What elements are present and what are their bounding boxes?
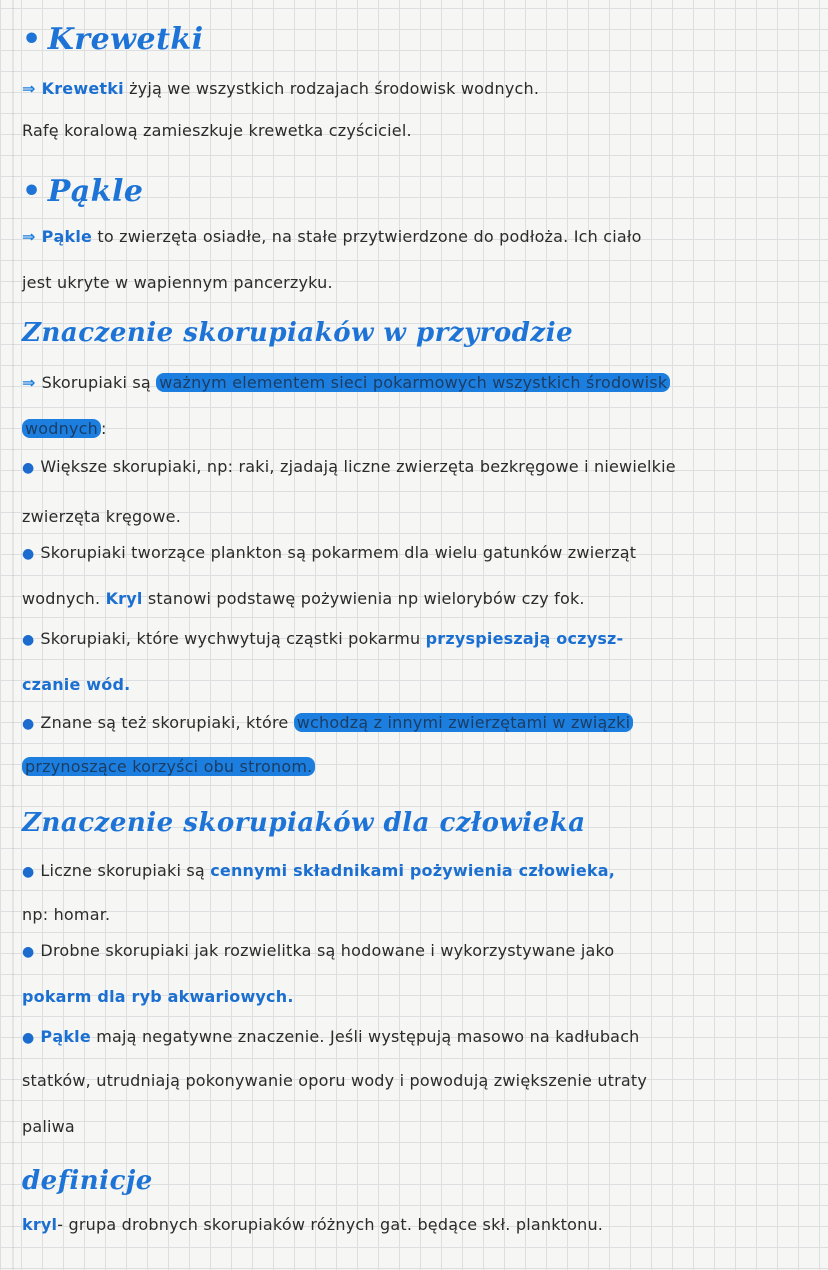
heading-pakle-text: Pąkle <box>47 174 144 209</box>
term-oczyszczanie: czanie wód. <box>22 675 131 694</box>
przyroda-bullet-2 <box>22 542 636 565</box>
przyroda-bullet-4 <box>22 712 633 735</box>
bullet-icon: ● <box>22 460 35 476</box>
definicje-line-1 <box>22 1214 603 1236</box>
krewetki-line-2: Rafę koralową zamieszkuje krewetka czyściciel. <box>22 121 412 140</box>
czlowiek-bullet-3 <box>22 1026 640 1049</box>
bullet-icon: ● <box>22 1030 35 1046</box>
czlowiek-bullet-2-text: Drobne skorupiaki jak rozwielitka są hodowane i wykorzystywane jako <box>40 941 615 960</box>
pakle-line-2: jest ukryte w wapiennym pancerzyku. <box>22 273 333 292</box>
czlowiek-bullet-3-cont-1: statków, utrudniają pokonywanie oporu wody i powodują zwiększenie utraty <box>22 1071 648 1090</box>
term-krewetki: Krewetki <box>41 79 124 98</box>
pakle-line-1-text: to zwierzęta osiadłe, na stałe przytwierdzone do podłoża. Ich ciało <box>97 227 642 246</box>
przyroda-bullet-1-text: Większe skorupiaki, np: raki, zjadają liczne zwierzęta bezkręgowe i niewielkie <box>40 457 676 476</box>
przyroda-line-1-pre: Skorupiaki są <box>41 373 151 392</box>
czlowiek-bullet-2-cont <box>22 986 294 1008</box>
czlowiek-bullet-1-pre: Liczne skorupiaki są <box>40 861 205 880</box>
przyroda-bullet-2-post: stanowi podstawę pożywienia np wielorybów czy fok. <box>147 589 585 608</box>
przyroda-bullet-1 <box>22 456 676 479</box>
bullet-icon: ● <box>22 546 35 562</box>
definicje-line-1-text: - grupa drobnych skorupiaków różnych gat. będące skł. planktonu. <box>57 1215 604 1234</box>
czlowiek-bullet-3-text: mają negatywne znaczenie. Jeśli występują masowo na kadłubach <box>96 1027 640 1046</box>
przyroda-bullet-2-cont <box>22 588 585 610</box>
bullet-icon: ● <box>22 864 35 880</box>
heading-pakle <box>22 174 143 209</box>
heading-krewetki <box>22 22 204 57</box>
bullet-icon: ● <box>22 716 35 732</box>
arrow-icon: ⇒ <box>22 373 36 392</box>
czlowiek-bullet-1 <box>22 860 615 883</box>
heading-definicje: definicje <box>22 1166 153 1196</box>
krewetki-line-1-text: żyją we wszystkich rodzajach środowisk wodnych. <box>129 79 540 98</box>
przyroda-bullet-1-cont: zwierzęta kręgowe. <box>22 507 182 526</box>
heading-dot: • <box>22 22 42 57</box>
term-pakle: Pąkle <box>41 227 93 246</box>
highlight-text: przynoszące korzyści obu stronom. <box>22 757 315 776</box>
czlowiek-bullet-2 <box>22 940 614 963</box>
przyroda-bullet-4-cont <box>22 756 315 778</box>
margin-line <box>12 0 14 1270</box>
przyroda-line-2-post: : <box>100 419 107 438</box>
term-pakle-2: Pąkle <box>40 1027 91 1046</box>
bullet-icon: ● <box>22 944 35 960</box>
heading-przyroda: Znaczenie skorupiaków w przyrodzie <box>22 318 574 348</box>
bullet-icon: ● <box>22 632 35 648</box>
term-kryl: Kryl <box>105 589 143 608</box>
highlight-text: wchodzą z innymi zwierzętami w związki <box>294 713 633 732</box>
term-cennymi: cennymi składnikami pożywienia człowieka, <box>210 861 616 880</box>
pakle-line-1 <box>22 226 642 248</box>
przyroda-bullet-4-pre: Znane są też skorupiaki, które <box>40 713 289 732</box>
przyroda-bullet-2-pre: wodnych. <box>22 589 101 608</box>
highlight-text: ważnym elementem sieci pokarmowych wszystkich środowisk <box>156 373 670 392</box>
heading-dot: • <box>22 174 42 209</box>
term-przyspieszaja: przyspieszają oczysz- <box>425 629 624 648</box>
czlowiek-bullet-1-cont: np: homar. <box>22 905 111 924</box>
przyroda-line-1 <box>22 372 670 394</box>
heading-czlowiek: Znaczenie skorupiaków dla człowieka <box>22 808 586 838</box>
term-kryl-def: kryl <box>22 1215 58 1234</box>
czlowiek-bullet-3-cont-2: paliwa <box>22 1117 75 1136</box>
przyroda-line-2 <box>22 418 107 440</box>
przyroda-bullet-3-cont <box>22 674 130 696</box>
heading-krewetki-text: Krewetki <box>47 22 204 57</box>
term-pokarm: pokarm dla ryb akwariowych. <box>22 987 294 1006</box>
arrow-icon: ⇒ <box>22 79 36 98</box>
krewetki-line-1 <box>22 78 539 100</box>
przyroda-bullet-3-pre: Skorupiaki, które wychwytują cząstki pokarmu <box>40 629 421 648</box>
przyroda-bullet-3 <box>22 628 623 651</box>
highlight-text: wodnych <box>22 419 101 438</box>
arrow-icon: ⇒ <box>22 227 36 246</box>
przyroda-bullet-2-text: Skorupiaki tworzące plankton są pokarmem dla wielu gatunków zwierząt <box>40 543 637 562</box>
